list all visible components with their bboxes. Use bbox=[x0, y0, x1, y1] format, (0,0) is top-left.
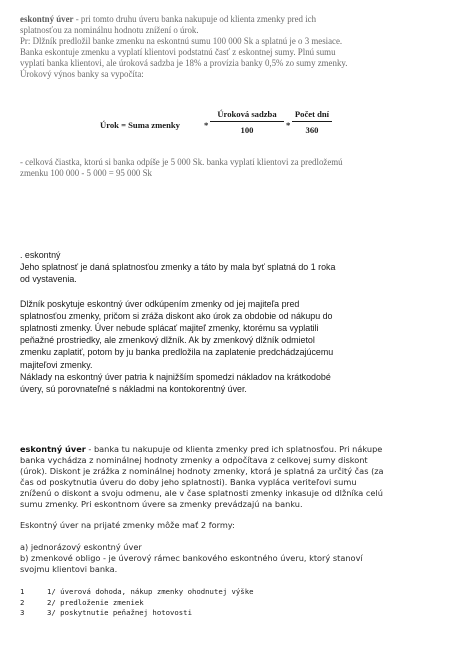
list-item-text: 3/ poskytnutie peňažnej hotovosti bbox=[47, 608, 192, 617]
section-eskontny-description bbox=[20, 249, 450, 407]
paragraph-debtor bbox=[20, 298, 450, 396]
section3-line: čas od poskytnutia úveru do doby jeho splatnosti). Banka vypláca veriteľovi sumu bbox=[20, 476, 357, 487]
list-item-number: 1 bbox=[20, 587, 25, 596]
section3-line: sumu zmenky. Pri eskontnom úvere sa zmenky prevádzajú na banku. bbox=[20, 498, 303, 509]
section1-line: Banka eskontuje zmenku a vyplatí klientovi podstatnú časť z eskontnej sumy. Plnú sumu bbox=[20, 47, 336, 58]
section2-line: splatnosťou zmenky, pričom si zráža diskont ako úrok za obdobie od nákupu do bbox=[20, 310, 333, 321]
term-eskontny-uver: eskontný úver bbox=[20, 444, 86, 454]
form-item: a) jednorázový eskontný úver bbox=[20, 542, 142, 553]
forms-intro: Eskontný úver na prijaté zmenky môže mať 2 formy: bbox=[20, 520, 235, 531]
section3-line: (úrok). Diskont je zrážka z nominálnej hodnoty zmenky, ktorá je splatná za určitý čas (za bbox=[20, 465, 384, 476]
section3-line: zníženú o diskont a svoju odmenu, ale v čase splatnosti zmenky inkasuje od dlžníka celú bbox=[20, 487, 383, 498]
section3-line: banka vychádza z nominálnej hodnoty zmenky a odpočítava z celkovej sumy diskont bbox=[20, 454, 368, 465]
section2-line: Dlžník poskytuje eskontný úver odkúpením zmenky od jej majiteľa pred bbox=[20, 298, 300, 309]
section3-first-line bbox=[20, 444, 450, 455]
paragraph-definition bbox=[20, 444, 450, 509]
paragraph-maturity bbox=[20, 249, 450, 286]
section2-line: peňažné prostriedky, ale zmenkový dlžník. Ak by zmenkový dlžník odmietol bbox=[20, 335, 315, 346]
section1-line: Pr: Dlžník predložil banke zmenku na eskontnú sumu 100 000 Sk a splatnú je o 3 mesiace. bbox=[20, 36, 343, 47]
formula-fraction-days bbox=[292, 109, 332, 135]
fraction-numerator: Úroková sadzba bbox=[217, 109, 277, 119]
section2-line: majiteľovi zmenky. bbox=[20, 359, 93, 370]
fraction-denominator: 360 bbox=[305, 125, 319, 135]
section2-line: . eskontný bbox=[20, 250, 61, 260]
formula-lhs: Úrok = Suma zmenky bbox=[100, 120, 180, 130]
fraction-denominator: 100 bbox=[240, 125, 254, 135]
formula-multiply-operator: * bbox=[204, 120, 209, 130]
section-eskontny-uver-example bbox=[20, 14, 450, 81]
formula-multiply-operator: * bbox=[286, 120, 291, 130]
form-item: svojmu klientovi banka. bbox=[20, 564, 118, 575]
section1-line: Úrokový výnos banky sa vypočíta: bbox=[20, 69, 144, 80]
list-item-text: 2/ predloženie zmeniek bbox=[47, 597, 144, 607]
fraction-bar bbox=[210, 121, 284, 122]
paragraph-forms-intro bbox=[20, 520, 450, 531]
section1b-line: - celková čiastka, ktorú si banka odpíše je 5 000 Sk. banka vyplatí klientovi za predložemú bbox=[20, 157, 343, 167]
form-item: b) zmenkové obligo - je úverový rámec bankového eskontného úveru, ktorý stanoví bbox=[20, 553, 363, 564]
list-item-text: 1/ úverová dohoda, nákup zmenky ohodnutej výške bbox=[47, 587, 254, 596]
section-eskontny-definition bbox=[20, 444, 450, 586]
section3-line1-rest: - banka tu nakupuje od klienta zmenky pred ich splatnosťou. Pri nákupe bbox=[85, 444, 383, 454]
section2-line: Náklady na eskontný úver patria k najnižším spomedzi nákladov na krátkodobé bbox=[20, 371, 331, 382]
section1-line: splatnosťou za nominálnu hodnotu znížení o úrok. bbox=[20, 25, 199, 36]
formula-fraction-rate bbox=[210, 109, 284, 135]
section2-line: úvery, sú porovnateľné s nákladmi na kontokorentný úver. bbox=[20, 384, 247, 395]
fraction-bar bbox=[292, 121, 332, 122]
section2-line: zmenku zaplatiť, potom by ju banka predložila na zaplatenie predchádzajúcemu bbox=[20, 347, 334, 358]
paragraph-forms bbox=[20, 542, 450, 575]
list-item-number: 2 bbox=[20, 597, 25, 607]
section2-line: splatnosti zmenky. Úver nebude splácať majiteľ zmenky, ktorému sa vyplatili bbox=[20, 323, 319, 334]
section-total-amount bbox=[20, 157, 450, 179]
term-eskontny-uver: eskontný úver bbox=[20, 14, 74, 24]
section2-line: Jeho splatnosť je daná splatnosťou zmenky a táto by mala byť splatná do 1 roka bbox=[20, 262, 336, 273]
section1-line: vyplatí banka klientovi, ale úroková sadzba je 18% a provízia banky 0,5% zo sumy zmenky. bbox=[20, 58, 348, 69]
section1-line1-rest: - pri tomto druhu úveru banka nakupuje od klienta zmenky pred ich bbox=[73, 14, 317, 24]
section2-line: od vystavenia. bbox=[20, 274, 77, 285]
list-item-number: 3 bbox=[20, 608, 25, 617]
fraction-numerator: Počet dní bbox=[294, 109, 330, 119]
section1b-line: zmenku 100 000 - 5 000 = 95 000 Sk bbox=[20, 168, 152, 179]
section1-first-line bbox=[20, 14, 450, 25]
